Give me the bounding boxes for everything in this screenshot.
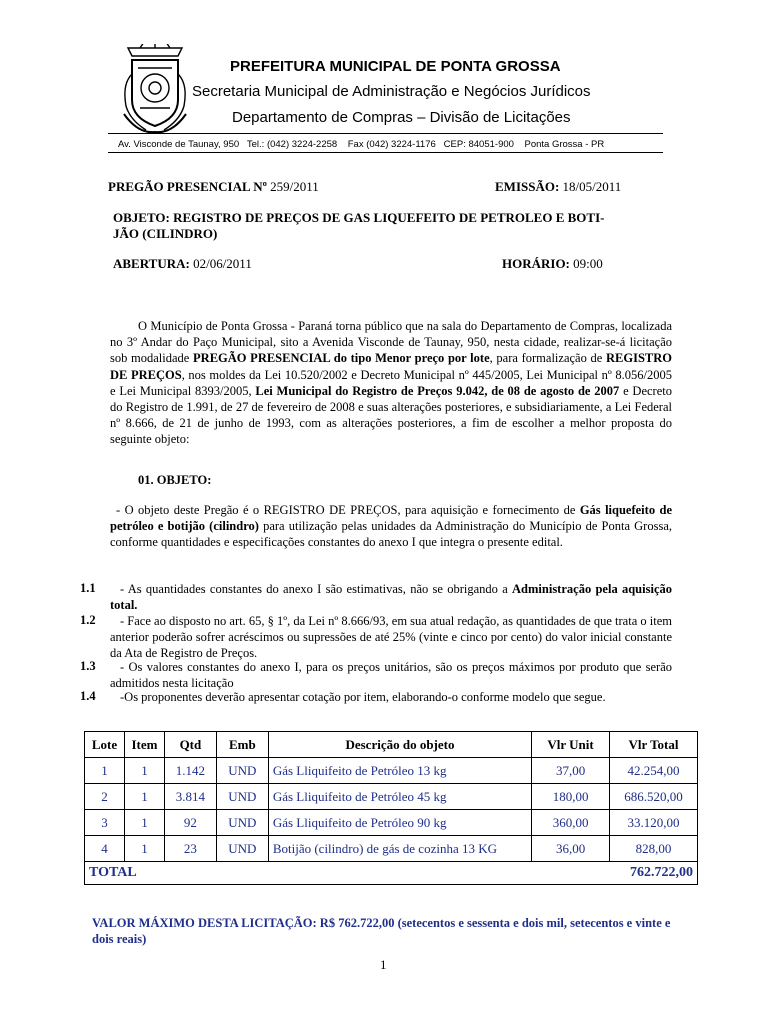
pregao-value: 259/2011	[270, 179, 319, 194]
coat-of-arms-icon	[118, 44, 192, 136]
header-title: PREFEITURA MUNICIPAL DE PONTA GROSSA	[230, 58, 561, 75]
clause-num: 1.2	[80, 613, 96, 627]
cell-total: 686.520,00	[610, 784, 698, 810]
table-header: Qtd	[164, 732, 216, 758]
abertura-line	[113, 256, 252, 272]
cell-emb: UND	[216, 836, 268, 862]
cell-qtd: 3.814	[164, 784, 216, 810]
table-header: Item	[124, 732, 164, 758]
cell-unit: 360,00	[532, 810, 610, 836]
cell-qtd: 1.142	[164, 758, 216, 784]
cell-lote: 4	[85, 836, 125, 862]
table-total-row	[85, 862, 698, 885]
clause-text	[110, 581, 672, 613]
table-header: Vlr Total	[610, 732, 698, 758]
total-value: 762.722,00	[268, 862, 697, 885]
section1-text-1: - O objeto deste Pregão é o REGISTRO DE PREÇOS, para aquisição e fornecimento de	[116, 503, 580, 517]
valor-maximo: VALOR MÁXIMO DESTA LICITAÇÃO: R$ 762.722,00 (setecentos e sessenta e dois mil, setecentos e vinte e dois reais)	[92, 916, 671, 946]
table-row	[85, 836, 698, 862]
cell-qtd: 23	[164, 836, 216, 862]
table-header: Descrição do objeto	[268, 732, 531, 758]
emissao-label: EMISSÃO:	[495, 179, 560, 194]
intro-bold-3: Lei Municipal do Registro de Preços 9.042, de 08 de agosto de 2007	[255, 383, 620, 398]
header-departamento: Departamento de Compras – Divisão de Licitações	[232, 109, 571, 126]
cell-qtd: 92	[164, 810, 216, 836]
table-row	[85, 810, 698, 836]
abertura-label: ABERTURA:	[113, 256, 190, 271]
cell-total: 42.254,00	[610, 758, 698, 784]
table-header: Vlr Unit	[532, 732, 610, 758]
cell-unit: 37,00	[532, 758, 610, 784]
intro-bold-2: REGISTRO DE PREÇOS	[110, 351, 672, 382]
intro-paragraph	[110, 318, 672, 448]
cell-desc: Gás Lliquifeito de Petróleo 13 kg	[268, 758, 531, 784]
intro-text-4: e Decreto do Registro de 1.991, de 27 de fevereiro de 2008 e suas alterações posteriores, e subsidiariamente, a Lei Federal nº 8.666, de 21 de junho de 1993, com as alterações posteriores, a fim de escolher a melhor proposta do seguinte objeto:	[110, 383, 672, 447]
clause-3-text: - Os valores constantes do anexo I, para os preços unitários, são os preços máximos por produto que serão admitidos nesta licitação	[110, 660, 672, 691]
cell-item: 1	[124, 810, 164, 836]
horario-line	[502, 256, 603, 272]
horario-value: 09:00	[573, 256, 603, 271]
header-address: Av. Visconde de Taunay, 950 Tel.: (042) 3224-2258 Fax (042) 3224-1176 CEP: 84051-900 Ponta Grossa - PR	[118, 139, 605, 150]
cell-unit: 36,00	[532, 836, 610, 862]
section1-text-2: para utilização pelas unidades da Administração do Município de Ponta Grossa, conforme quantidades e especificações constantes do anexo I que integra o presente edital.	[110, 519, 672, 550]
horario-label: HORÁRIO:	[502, 256, 570, 271]
objeto-line1: OBJETO: REGISTRO DE PREÇOS DE GAS LIQUEFEITO DE PETROLEO E BOTI-	[113, 210, 605, 225]
total-label: TOTAL	[85, 862, 269, 885]
cell-total: 33.120,00	[610, 810, 698, 836]
emissao-value: 18/05/2011	[562, 179, 622, 194]
intro-bold-1: PREGÃO PRESENCIAL do tipo Menor preço por lote	[193, 351, 490, 366]
header-rule-bottom	[108, 152, 663, 153]
section1-paragraph	[110, 502, 672, 551]
page-number: 1	[380, 957, 387, 972]
cell-lote: 3	[85, 810, 125, 836]
pregao-label: PREGÃO PRESENCIAL Nº	[108, 179, 267, 194]
clause-num: 1.1	[80, 581, 96, 595]
clause-2-text: - Face ao disposto no art. 65, § 1º, da Lei nº 8.666/93, em sua atual redação, as quantidades de que trata o item anterior poderão sofrer acréscimos ou supressões de até 25% (vinte e cinco por cento) do valor inicial constante da Ata de Registro de Preços.	[110, 614, 672, 661]
cell-desc: Gás Lliquifeito de Petróleo 45 kg	[268, 784, 531, 810]
cell-unit: 180,00	[532, 784, 610, 810]
cell-emb: UND	[216, 810, 268, 836]
clause-1-text: - As quantidades constantes do anexo I são estimativas, não se obrigando a	[120, 582, 513, 596]
cell-desc: Gás Lliquifeito de Petróleo 90 kg	[268, 810, 531, 836]
cell-item: 1	[124, 836, 164, 862]
intro-text-1: O Município de Ponta Grossa - Paraná torna público que na sala do Departamento de Compras, localizada no 3º Andar do Paço Municipal, sito a Avenida Visconde de Taunay, 950, nesta cidade, realizar-se-á licitação sob modalidade	[110, 319, 672, 366]
table-row	[85, 758, 698, 784]
cell-item: 1	[124, 784, 164, 810]
cell-item: 1	[124, 758, 164, 784]
table-header-row	[85, 732, 698, 758]
cell-lote: 1	[85, 758, 125, 784]
cell-emb: UND	[216, 758, 268, 784]
table-header: Emb	[216, 732, 268, 758]
cell-emb: UND	[216, 784, 268, 810]
intro-text-2: , para formalização de	[489, 351, 606, 366]
abertura-value: 02/06/2011	[193, 256, 252, 271]
emissao-line	[495, 179, 621, 195]
table-row	[85, 784, 698, 810]
cell-desc: Botijão (cilindro) de gás de cozinha 13 KG	[268, 836, 531, 862]
items-table	[84, 731, 698, 885]
section1-bold-1: Gás liquefeito de petróleo e botijão (cilindro)	[110, 503, 672, 534]
clause-num: 1.3	[80, 659, 96, 673]
clause-4-text: -Os proponentes deverão apresentar cotação por item, elaborando-o conforme modelo que segue.	[120, 690, 606, 704]
intro-text-3: , nos moldes da Lei 10.520/2002 e Decreto Municipal nº 445/2005, Lei Municipal nº 8.056/2005 e Lei Municipal 8393/2005,	[110, 367, 672, 398]
table-header: Lote	[85, 732, 125, 758]
cell-total: 828,00	[610, 836, 698, 862]
clause-num: 1.4	[80, 689, 96, 703]
pregao-line	[108, 179, 319, 195]
objeto-line2: JÃO (CILINDRO)	[113, 226, 218, 241]
cell-lote: 2	[85, 784, 125, 810]
section1-heading: 01. OBJETO:	[138, 473, 212, 487]
header-rule-top	[108, 133, 663, 134]
header-secretaria: Secretaria Municipal de Administração e Negócios Jurídicos	[192, 83, 591, 100]
objeto-heading	[113, 210, 673, 242]
clause-1-bold: Administração pela aquisição total.	[110, 582, 672, 613]
